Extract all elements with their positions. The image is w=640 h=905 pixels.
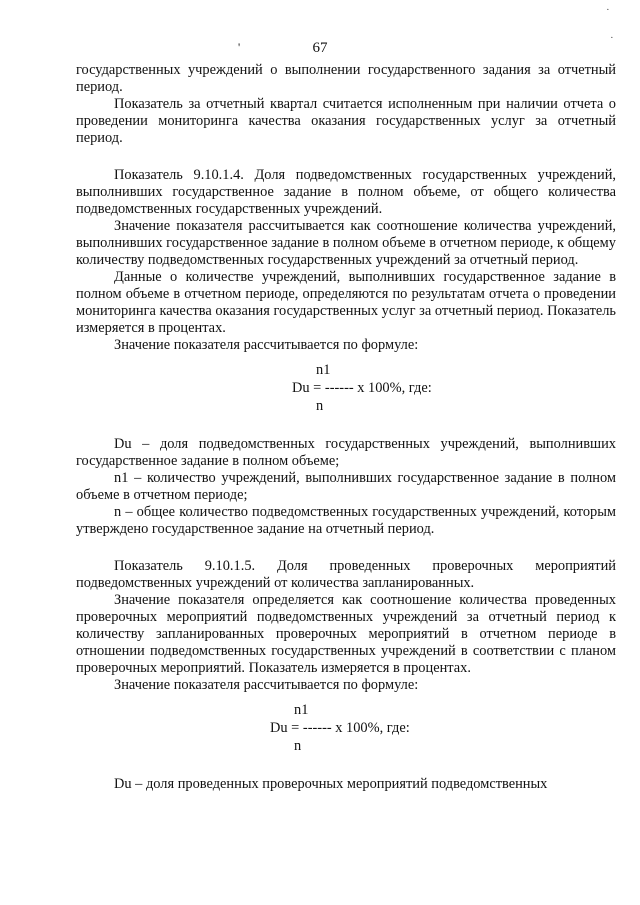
paragraph: Значение показателя рассчитывается по формуле: xyxy=(114,677,419,693)
paragraph-indicator-9-10-1-5: Показатель 9.10.1.5. Доля проведенных проверочных мероприятий подведомственных учреждений от количества запланированных. xyxy=(76,558,616,591)
formula-denominator: n xyxy=(294,738,302,754)
paragraph: Данные о количестве учреждений, выполнивших государственное задание в полном объеме в отчетном периоде, определяются по результатам отчета о проведении мониторинга качества оказания государственных услуг за отчетный период. Показатель измеряется в процентах. xyxy=(76,269,616,336)
formula-numerator: n1 xyxy=(294,702,309,718)
paragraph: Значение показателя рассчитывается как соотношение количества учреждений, выполнивших государственное задание в полном объеме в отчетном периоде, к общему количеству подведомственных государственных учреждений за отчетный период. xyxy=(76,218,616,268)
formula-numerator: n1 xyxy=(316,362,331,378)
scan-mark: · xyxy=(606,4,610,16)
paragraph: n1 – количество учреждений, выполнивших государственное задание в полном объеме в отчетном периоде; xyxy=(76,470,616,503)
page-number: 67 xyxy=(312,40,328,56)
stray-mark: ' xyxy=(238,40,241,54)
paragraph-indicator-9-10-1-4: Показатель 9.10.1.4. Доля подведомственных государственных учреждений, выполнивших государственное задание в полном объеме, от общего количества подведомственных государственных учреждений. xyxy=(76,167,616,217)
formula-1 xyxy=(76,362,616,426)
formula-expression: Du = ------ x 100%, где: xyxy=(270,720,410,736)
formula-2 xyxy=(76,702,616,766)
document-body xyxy=(76,62,616,793)
paragraph: Du – доля подведомственных государственных учреждений, выполнивших государственное задание в полном объеме; xyxy=(76,436,616,469)
paragraph: Du – доля проведенных проверочных мероприятий подведомственных xyxy=(114,776,548,792)
paragraph: Показатель за отчетный квартал считается исполненным при наличии отчета о проведении мониторинга качества оказания государственных услуг за отчетный период. xyxy=(76,96,616,146)
formula-expression: Du = ------ x 100%, где: xyxy=(292,380,432,396)
paragraph: государственных учреждений о выполнении государственного задания за отчетный период. xyxy=(76,62,616,95)
paragraph: Значение показателя определяется как соотношение количества проведенных проверочных мероприятий подведомственных учреждений за отчетный период к количеству запланированных проверочных мероприятий в отчетном периоде в отношении подведомственных государственных учреждений в соответствии с планом проверочных мероприятий. Показатель измеряется в процентах. xyxy=(76,592,616,676)
scan-mark: · xyxy=(610,32,614,44)
paragraph: Значение показателя рассчитывается по формуле: xyxy=(114,337,419,353)
paragraph: n – общее количество подведомственных государственных учреждений, которым утверждено государственное задание на отчетный период. xyxy=(76,504,616,537)
formula-denominator: n xyxy=(316,398,324,414)
